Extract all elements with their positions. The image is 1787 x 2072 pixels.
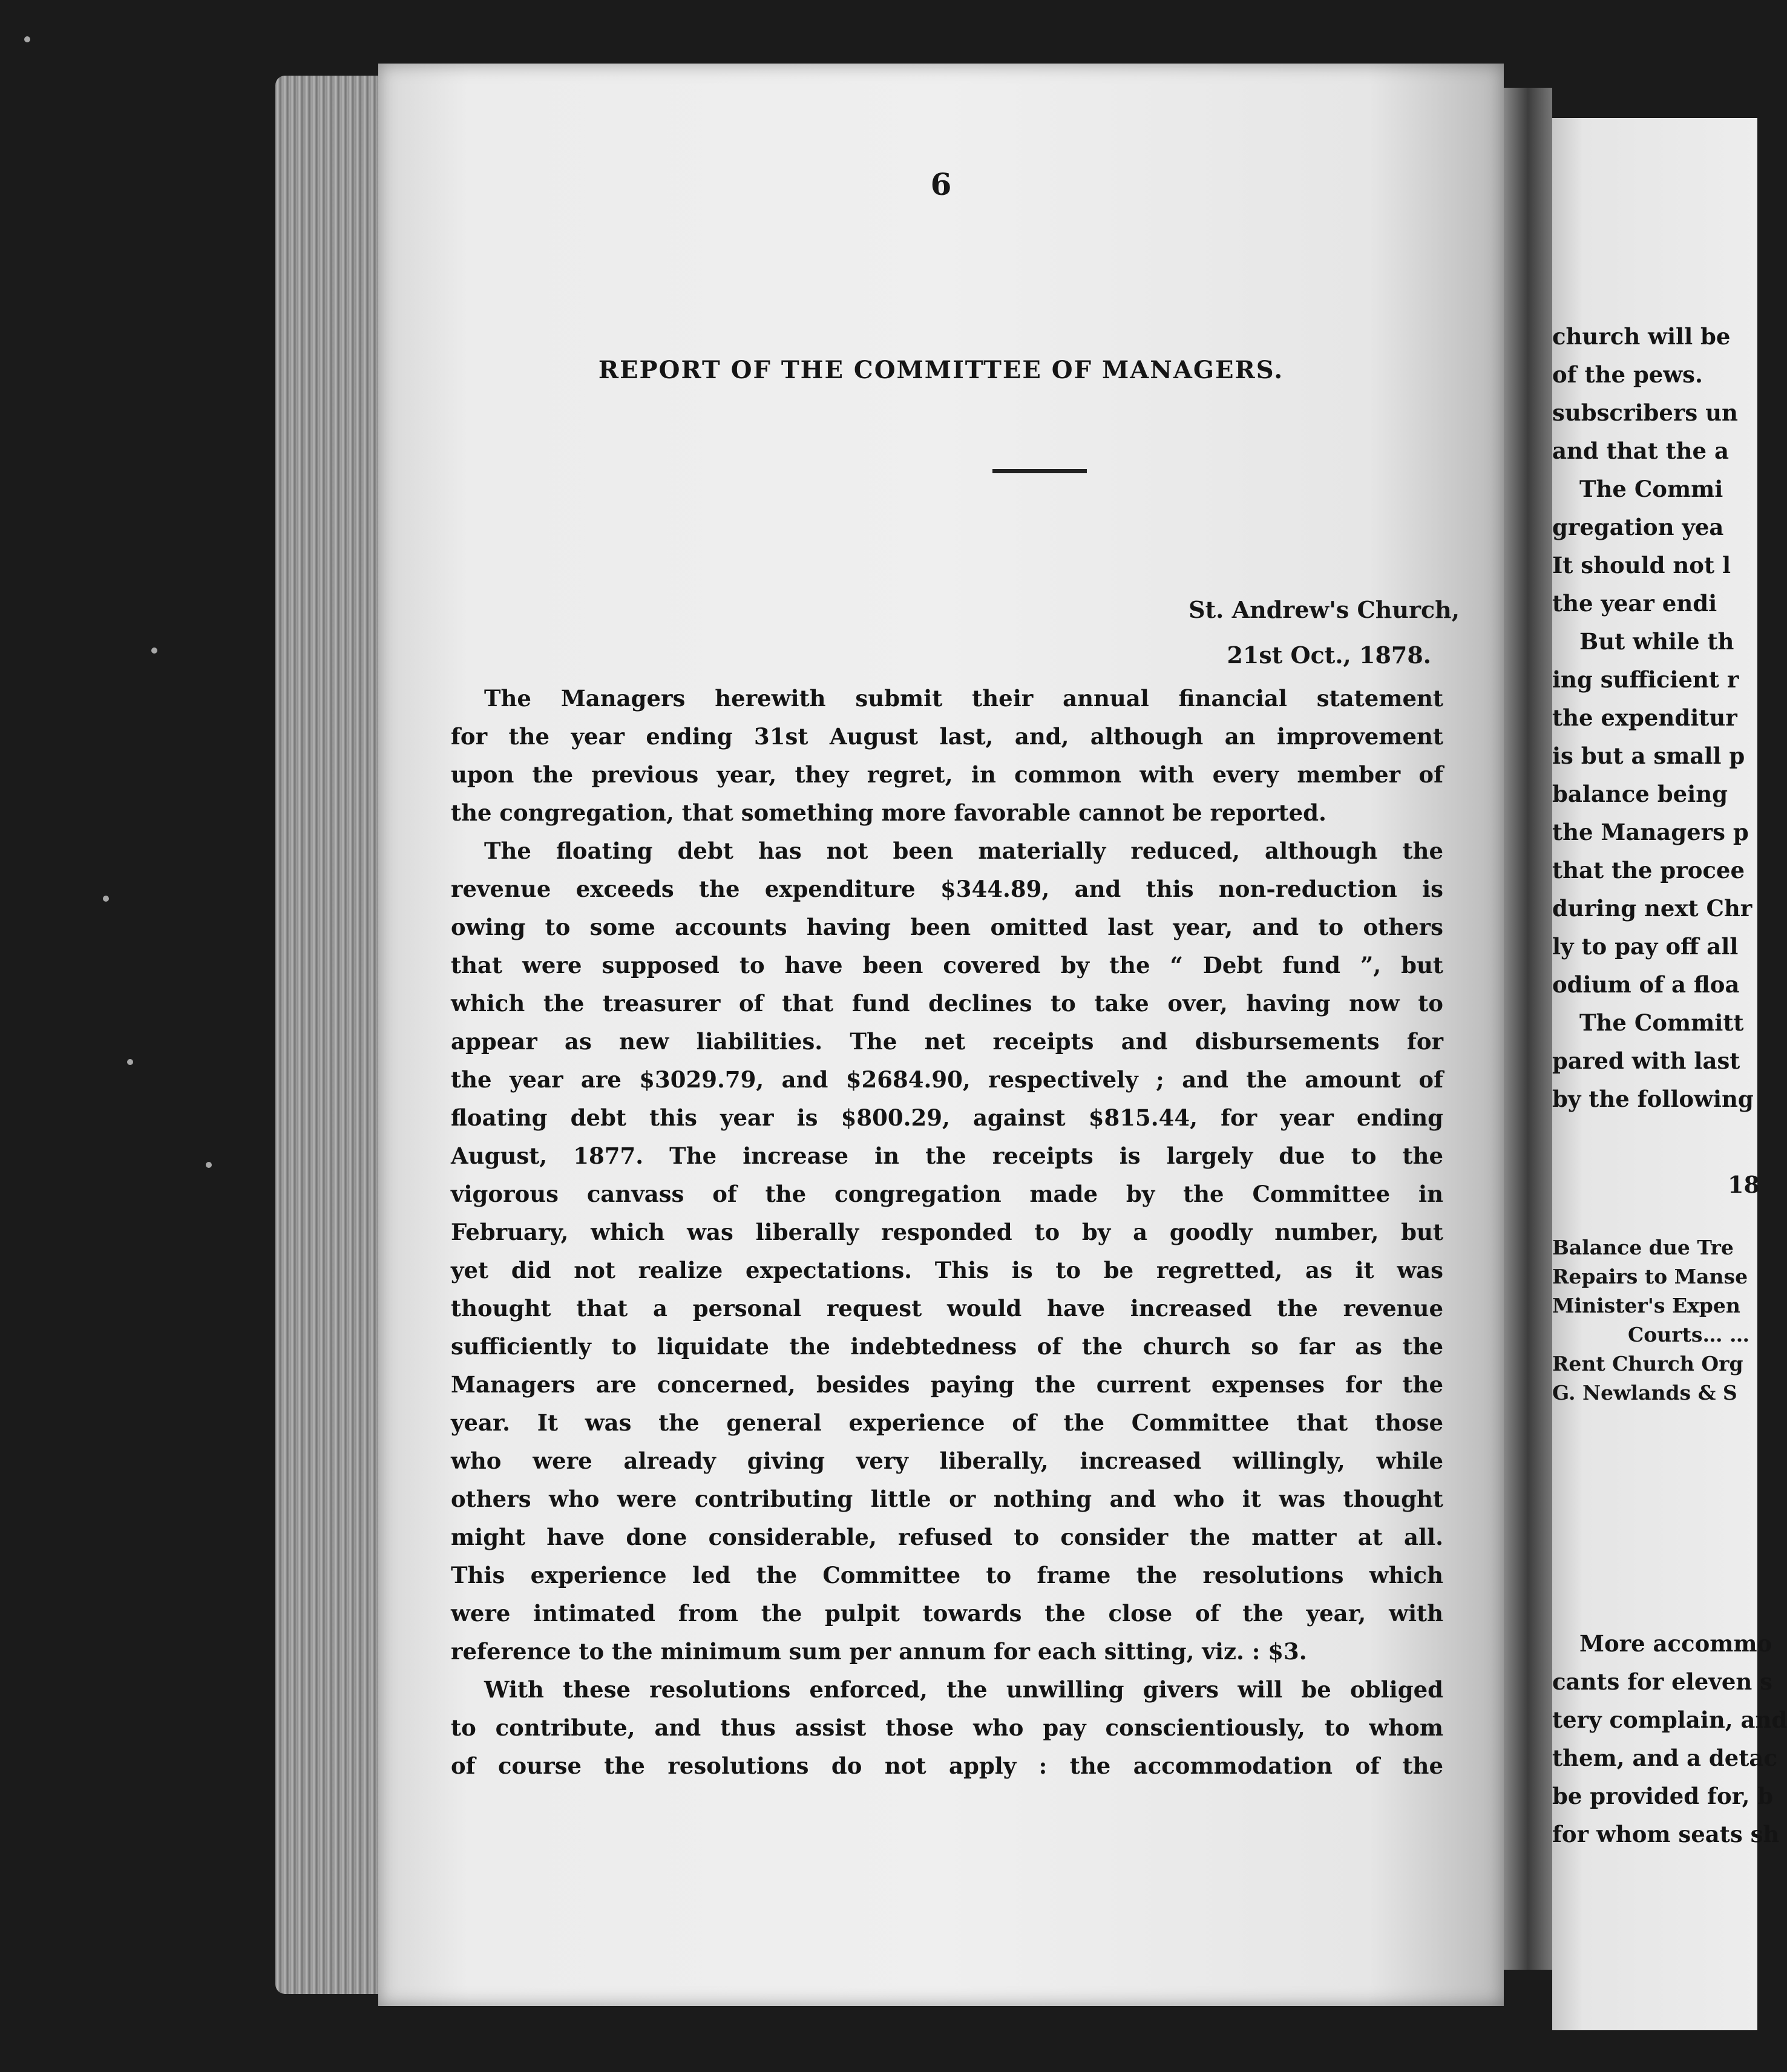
table-row: Balance due Tre xyxy=(1552,1236,1734,1259)
text-line: is but a small p xyxy=(1552,743,1745,769)
text-line: and that the a xyxy=(1552,438,1729,464)
text-line: ing sufficient r xyxy=(1552,666,1739,693)
text-line: who were already giving very liberally, increased willingly, while xyxy=(451,1447,1443,1474)
text-line: With these resolutions enforced, the unwilling givers will be obliged xyxy=(484,1676,1443,1703)
text-line: that the procee xyxy=(1552,857,1745,884)
right-page-text-lower xyxy=(1552,1625,1787,1854)
film-speck xyxy=(151,648,157,654)
text-line: of course the resolutions do not apply : the accommodation of the xyxy=(451,1752,1443,1779)
text-line: for whom seats sh xyxy=(1552,1821,1780,1847)
text-line: others who were contributing little or nothing and who it was thought xyxy=(451,1486,1443,1512)
page-number: 6 xyxy=(930,166,952,202)
table-row: Rent Church Org xyxy=(1552,1352,1743,1375)
text-line: for the year ending 31st August last, and, although an improvement xyxy=(451,723,1443,750)
table-year-heading: 18 xyxy=(1728,1171,1760,1198)
text-line: February, which was liberally responded to by a goodly number, but xyxy=(451,1219,1443,1245)
text-line: August, 1877. The increase in the receipts is largely due to the xyxy=(451,1143,1443,1169)
text-line: subscribers un xyxy=(1552,399,1738,426)
text-line: the expenditur xyxy=(1552,704,1737,731)
page-edges xyxy=(275,76,378,1994)
report-title: REPORT OF THE COMMITTEE OF MANAGERS. xyxy=(598,356,1284,384)
text-line: vigorous canvass of the congregation made by the Committee in xyxy=(451,1181,1443,1207)
title-rule xyxy=(992,469,1087,473)
film-speck xyxy=(24,36,30,42)
text-line: during next Chr xyxy=(1552,895,1753,922)
table-row: Repairs to Manse xyxy=(1552,1265,1748,1288)
text-line: church will be xyxy=(1552,323,1731,350)
table-row: G. Newlands & S xyxy=(1552,1381,1737,1405)
text-line: might have done considerable, refused to consider the matter at all. xyxy=(451,1524,1443,1550)
book-gutter xyxy=(1504,88,1552,1970)
text-line: Managers are concerned, besides paying the current expenses for the xyxy=(451,1371,1443,1398)
text-line: The Committ xyxy=(1579,1009,1744,1036)
book-spread xyxy=(275,64,1787,2030)
text-line: owing to some accounts having been omitted last year, and to others xyxy=(451,914,1443,940)
text-line: The Commi xyxy=(1579,476,1723,502)
text-line: were intimated from the pulpit towards the close of the year, with xyxy=(451,1600,1443,1627)
text-line: yet did not realize expectations. This is to be regretted, as it was xyxy=(451,1257,1443,1284)
text-line: which the treasurer of that fund declines to take over, having now to xyxy=(451,990,1443,1017)
text-line: the congregation, that something more favorable cannot be reported. xyxy=(451,799,1326,826)
text-line: the year endi xyxy=(1552,590,1717,617)
text-line: thought that a personal request would have increased the revenue xyxy=(451,1295,1443,1322)
film-speck xyxy=(127,1059,133,1065)
text-line: upon the previous year, they regret, in common with every member of xyxy=(451,761,1443,788)
text-line: cants for eleven s xyxy=(1552,1668,1772,1695)
text-line: balance being xyxy=(1552,781,1728,807)
text-line: revenue exceeds the expenditure $344.89, and this non-reduction is xyxy=(451,876,1443,902)
left-page xyxy=(378,64,1504,2006)
text-line: the year are $3029.79, and $2684.90, respectively ; and the amount of xyxy=(451,1066,1443,1093)
text-line: appear as new liabilities. The net receipts and disbursements for xyxy=(451,1028,1443,1055)
text-line: odium of a floa xyxy=(1552,971,1740,998)
accounts-table xyxy=(1552,1233,1757,1408)
film-speck xyxy=(206,1162,212,1168)
text-line: of the pews. xyxy=(1552,361,1703,388)
text-line: This experience led the Committee to frame the resolutions which xyxy=(451,1562,1443,1588)
text-line: sufficiently to liquidate the indebtedness of the church so far as the xyxy=(451,1333,1443,1360)
text-line: be provided for, b xyxy=(1552,1783,1774,1809)
text-line: them, and a detac xyxy=(1552,1745,1777,1771)
text-line: It should not l xyxy=(1552,552,1731,579)
film-speck xyxy=(103,896,109,902)
text-line: reference to the minimum sum per annum for each sitting, viz. : $3. xyxy=(451,1638,1307,1665)
report-body xyxy=(451,680,1443,1785)
text-line: the Managers p xyxy=(1552,819,1749,845)
table-row: Minister's Expen xyxy=(1552,1294,1740,1317)
text-line: to contribute, and thus assist those who pay conscientiously, to whom xyxy=(451,1714,1443,1741)
text-line: More accommo xyxy=(1579,1630,1772,1657)
text-line: pared with last xyxy=(1552,1047,1740,1074)
text-line: But while th xyxy=(1579,628,1734,655)
dateline-date: 21st Oct., 1878. xyxy=(1227,641,1431,669)
text-line: The floating debt has not been materially reduced, although the xyxy=(484,838,1443,864)
text-line: floating debt this year is $800.29, against $815.44, for year ending xyxy=(451,1104,1443,1131)
text-line: year. It was the general experience of the Committee that those xyxy=(451,1409,1443,1436)
table-row: Courts… … xyxy=(1628,1323,1749,1346)
text-line: The Managers herewith submit their annual financial statement xyxy=(484,685,1443,712)
text-line: by the following xyxy=(1552,1086,1754,1112)
text-line: ly to pay off all xyxy=(1552,933,1739,960)
right-page-text xyxy=(1552,318,1757,1118)
text-line: tery complain, and xyxy=(1552,1706,1787,1733)
text-line: that were supposed to have been covered by the “ Debt fund ”, but xyxy=(451,952,1443,979)
text-line: gregation yea xyxy=(1552,514,1724,540)
right-page xyxy=(1552,118,1787,2030)
dateline-church: St. Andrew's Church, xyxy=(1189,596,1460,623)
